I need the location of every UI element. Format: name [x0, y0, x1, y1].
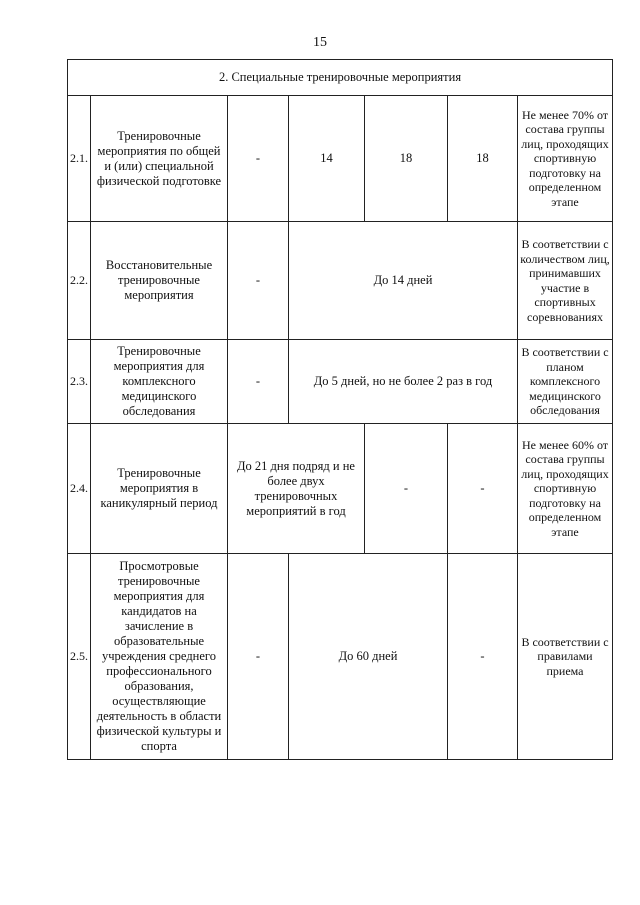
page-number: 15 — [313, 35, 327, 50]
merged-value: До 14 дней — [289, 222, 518, 340]
cell-value: - — [228, 340, 289, 424]
event-note: В соответствии с планом комплексного медицинского обследования — [518, 340, 613, 424]
event-note: В соответствии с количеством лиц, принимавших участие в спортивных соревнованиях — [518, 222, 613, 340]
event-name: Тренировочные мероприятия для комплексного медицинского обследования — [91, 340, 228, 424]
table-row — [68, 222, 613, 340]
row-number: 2.3. — [68, 340, 91, 424]
event-name: Восстановительные тренировочные мероприятия — [91, 222, 228, 340]
cell-value: - — [448, 554, 518, 760]
row-number: 2.4. — [68, 424, 91, 554]
training-events-table — [67, 59, 613, 760]
row-number: 2.2. — [68, 222, 91, 340]
cell-value: 18 — [365, 96, 448, 222]
cell-value: - — [448, 424, 518, 554]
merged-value: До 21 дня подряд и не более двух тренировочных мероприятий в год — [228, 424, 365, 554]
cell-value: 14 — [289, 96, 365, 222]
row-number: 2.5. — [68, 554, 91, 760]
event-note: Не менее 70% от состава группы лиц, проходящих спортивную подготовку на определенном этапе — [518, 96, 613, 222]
event-name: Тренировочные мероприятия в каникулярный период — [91, 424, 228, 554]
event-name: Просмотровые тренировочные мероприятия для кандидатов на зачисление в образовательные учреждения среднего профессионального образования, осуществляющие деятельность в области физической культуры и спорта — [91, 554, 228, 760]
table-row — [68, 96, 613, 222]
cell-value: - — [228, 222, 289, 340]
table-row — [68, 340, 613, 424]
merged-value: До 60 дней — [289, 554, 448, 760]
row-number: 2.1. — [68, 96, 91, 222]
event-note: Не менее 60% от состава группы лиц, проходящих спортивную подготовку на определенном этапе — [518, 424, 613, 554]
table-row — [68, 424, 613, 554]
cell-value: 18 — [448, 96, 518, 222]
event-note: В соответствии с правилами приема — [518, 554, 613, 760]
table-row — [68, 554, 613, 760]
merged-value: До 5 дней, но не более 2 раз в год — [289, 340, 518, 424]
section-title: 2. Специальные тренировочные мероприятия — [68, 60, 613, 96]
cell-value: - — [365, 424, 448, 554]
cell-value: - — [228, 96, 289, 222]
event-name: Тренировочные мероприятия по общей и (или) специальной физической подготовке — [91, 96, 228, 222]
cell-value: - — [228, 554, 289, 760]
section-header-row — [68, 60, 613, 96]
